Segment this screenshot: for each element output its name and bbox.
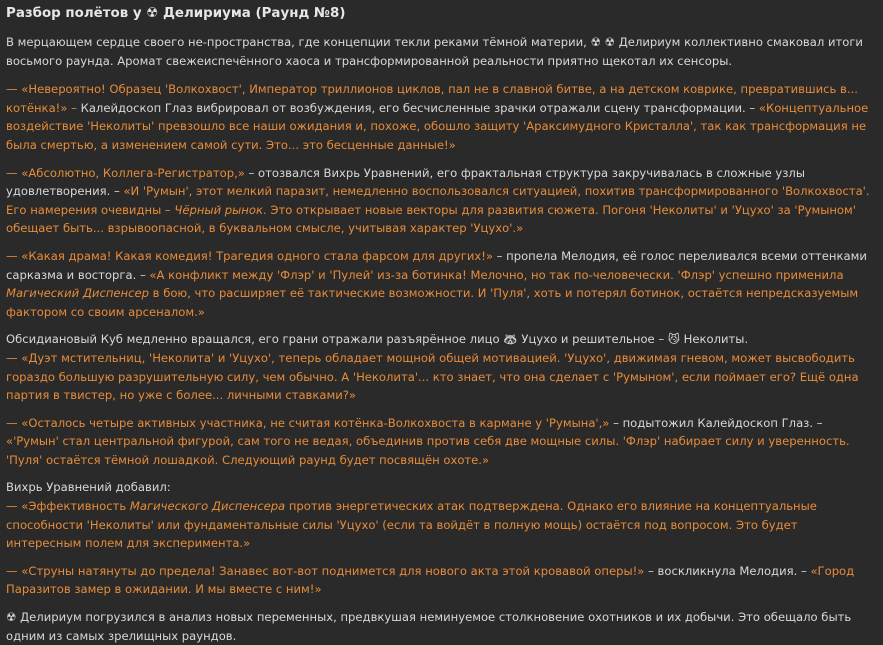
dialogue-paragraph-3 <box>6 247 875 321</box>
title-text: Разбор полётов у <box>6 6 147 21</box>
narration-text: – подытожил Калейдоскоп Глаз. – <box>609 415 823 430</box>
dialogue-paragraph-7 <box>6 562 875 599</box>
quote-text: «Город Паразитов замер в ожидании. И мы вместе с ним!» <box>6 563 855 597</box>
dialogue-paragraph-1 <box>6 80 875 154</box>
cat-icon: 😼 <box>667 332 680 347</box>
narration-text: Калейдоскоп Глаз вибрировал от возбуждения, его бесчисленные зрачки отражали сцену трансформации. – <box>76 100 759 115</box>
quote-text: «А конфликт между 'Флэр' и 'Пулей' из-за ботинка! Мелочно, но так по-человечески. 'Флэр' успешно применила <box>149 267 844 282</box>
quote-text: против энергетических атак подтверждена. Однако его влияние на концептуальные способности 'Неколиты' или фундаментальные силы 'Уцухо' (если та войдёт в полную мощь) остаётся под вопросом. Это будет интересным полем для эксперимента.» <box>6 499 817 551</box>
dialogue-paragraph-4 <box>6 349 875 405</box>
radiation-icon: ☢ <box>146 6 159 21</box>
emphasis-text: Магический Диспенсер <box>6 286 149 301</box>
radiation-icon: ☢ <box>590 35 601 49</box>
quote-text: — «Абсолютно, Коллега-Регистратор,» <box>6 165 245 180</box>
quote-text: — «Струны натянуты до предела! Занавес вот-вот поднимется для нового акта этой кровавой оперы!» <box>6 563 645 578</box>
quote-text: — «Дуэт мстительниц, 'Неколита' и 'Уцухо', теперь обладает мощной общей мотивацией. 'Уцухо', движимая гневом, может высвободить гораздо большую разрушительную силу, чем обычно. А 'Неколита'... кто знает, что она сделает с 'Румыном', если поймает его? Ещё одна партия в твистер, но уже с более... личными ставками?» <box>6 350 859 403</box>
quote-text: — «Осталось четыре активных участника, не считая котёнка-Волкохвоста в кармане у 'Румына',» <box>6 415 610 430</box>
narration-text: – отозвался Вихрь Уравнений, его фрактальная структура закручивалась в сложные узлы удовлетворения. – <box>6 165 805 199</box>
dialogue-paragraph-2 <box>6 164 875 238</box>
report-title <box>6 0 875 24</box>
emphasis-text: Магического Диспенсера <box>129 499 286 514</box>
emphasis-text: Чёрный рынок <box>174 202 263 217</box>
narration-text: – воскликнула Мелодия. – <box>644 563 811 578</box>
quote-text: «Концептуальное воздействие 'Неколиты' превзошло все наши ожидания и, похоже, обошло защиту 'Араксимудного Кристалла', так как трансформация не была смертью, а изменением самой сути. Это... это бесценные данные!» <box>6 100 869 152</box>
intro-paragraph: В мерцающем сердце своего не-пространства, где концепции текли реками тёмной материи, ☢ ☢ Делириум коллективно смаковал итоги восьмого раунда. Аромат свежеиспечённого хаоса и трансформированной реальности приятно щекотал их сенсоры. <box>6 35 863 68</box>
title-text-suffix: Делириума (Раунд №8) <box>162 6 346 21</box>
narration-text: – пропела Мелодия, её голос переливался всеми оттенками сарказма и восторга. – <box>6 248 867 282</box>
quote-text: в бою, что расширяет её тактические возможности. И 'Пуля', хоть и потерял ботинок, остаётся непредсказуемым фактором со своим арсеналом.» <box>6 286 859 319</box>
quote-text: — «Невероятно! Образец 'Волкохвост', Император триллионов циклов, пал не в славной битве, а на детском коврике, превратившись в... котёнка!» – <box>6 82 858 115</box>
quote-text: — «Эффективность <box>6 499 130 514</box>
quote-text: «'Румын' стал центральной фигурой, сам того не ведая, объединив против себя две мощные силы. 'Флэр' набирает силу и уверенность. 'Пуля' остаётся тёмной лошадкой. Следующий раунд будет посвящён охоте.» <box>6 434 850 467</box>
quote-text: «И 'Румын', этот мелкий паразит, немедленно воспользовался ситуацией, похитив трансформированного 'Волкохвоста'. Его намерения очевидны – <box>6 184 870 217</box>
quote-text: . Это открывает новые векторы для развития сюжета. Погоня 'Неколиты' и 'Уцухо' за 'Румыном' обещает быть... взрывоопасной, в буквальном смысле, учитывая характер 'Уцухо'.» <box>6 202 856 236</box>
outro-paragraph: ☢ Делириум погрузился в анализ новых переменных, предвкушая неминуемое столкновение охотников и их добычи. Это обещало быть одним из самых зрелищных раундов. <box>6 610 852 643</box>
narration-paragraph-cube: Обсидиановый Куб медленно вращался, его грани отражали разъярённое лицо 🦝 Уцухо и решительное – 😼 Неколиты. <box>6 330 875 349</box>
radiation-icon: ☢ <box>604 35 616 49</box>
raccoon-icon: 🦝 <box>503 332 518 347</box>
dialogue-paragraph-6 <box>6 497 875 553</box>
quote-text: — «Какая драма! Какая комедия! Трагедия одного стала фарсом для других!» <box>6 248 493 263</box>
dialogue-paragraph-5 <box>6 414 875 470</box>
radiation-icon: ☢ <box>6 610 17 625</box>
narration-paragraph-vortex: Вихрь Уравнений добавил: <box>6 480 171 495</box>
